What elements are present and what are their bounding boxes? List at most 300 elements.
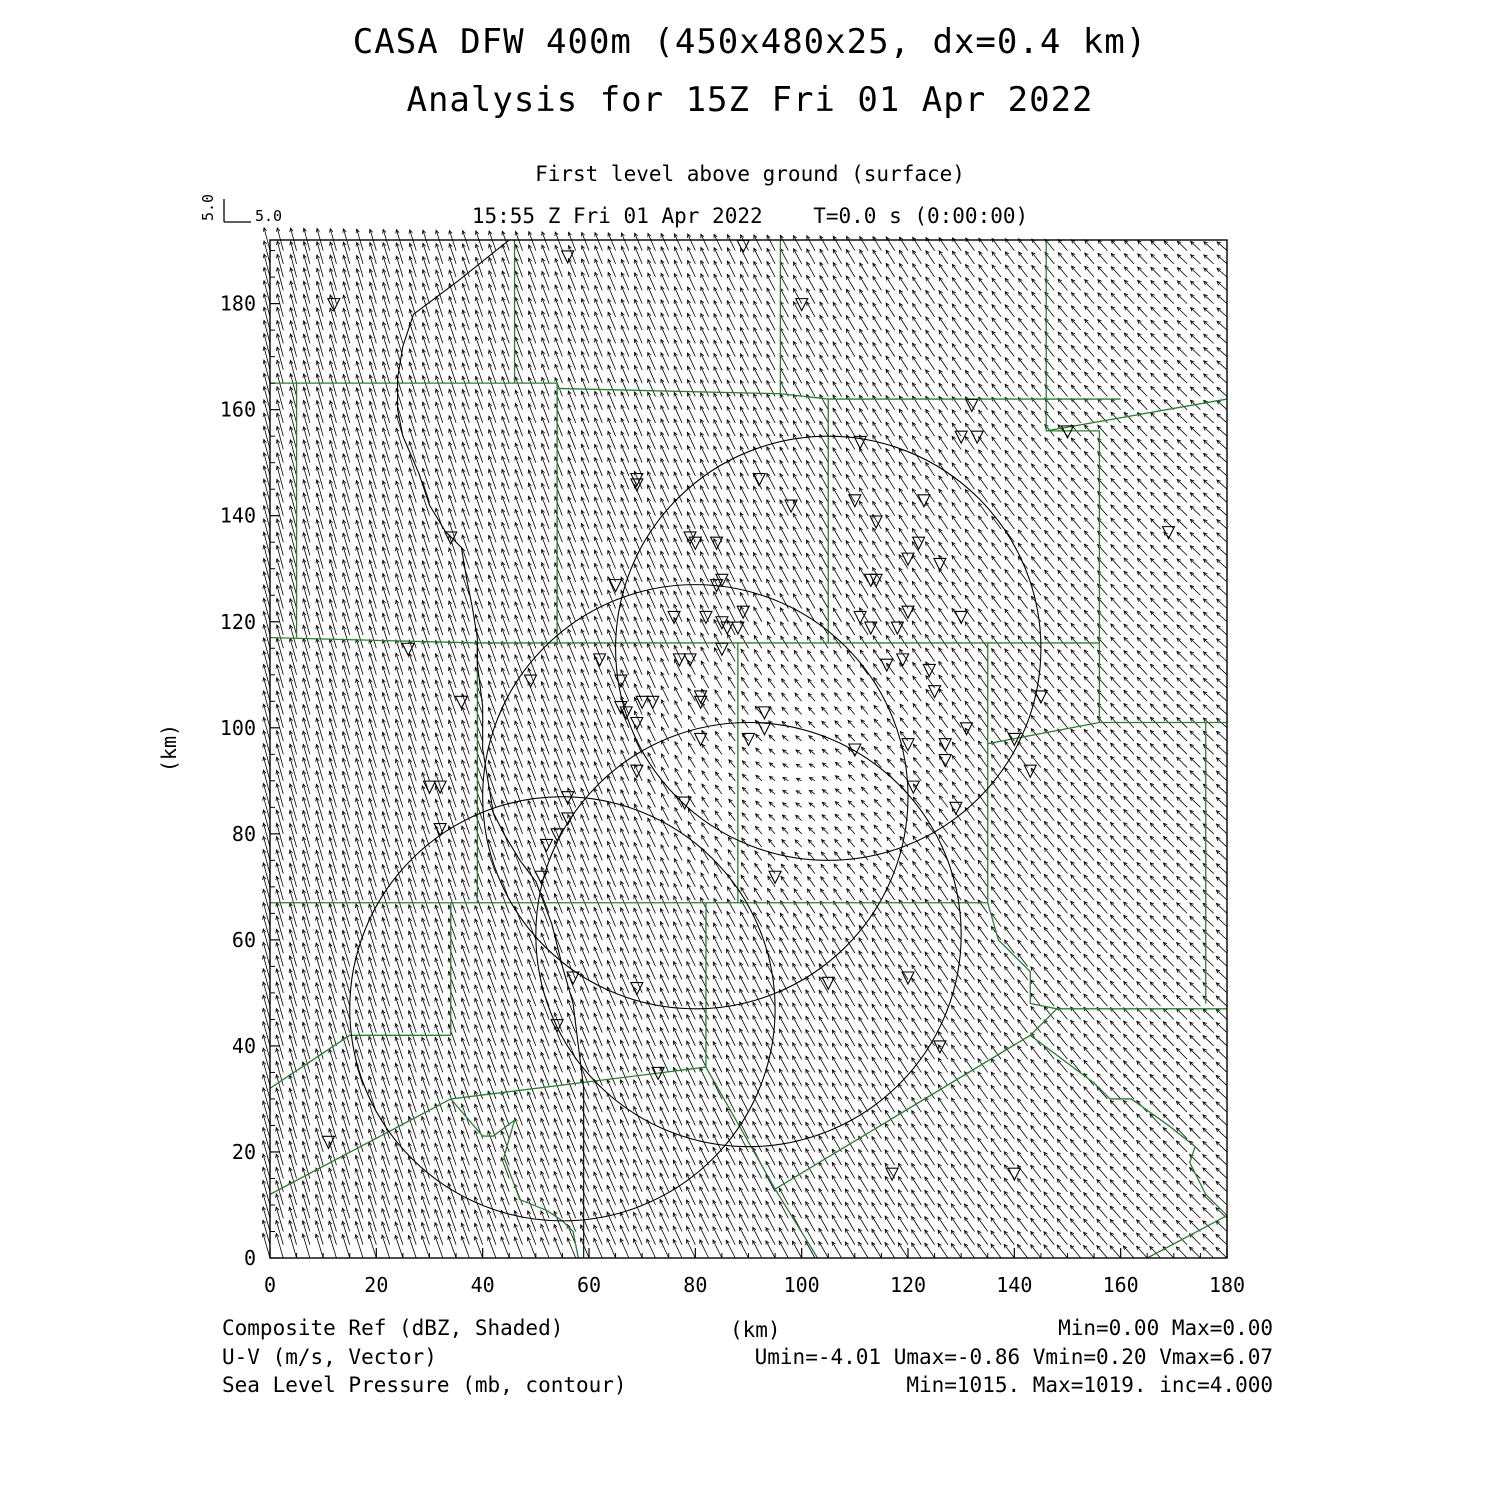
wind-vector — [475, 760, 482, 781]
wind-vector — [343, 480, 350, 502]
wind-vector — [276, 1088, 283, 1112]
wind-vector — [356, 586, 363, 608]
wind-vector — [462, 1157, 470, 1179]
wind-vector — [317, 414, 323, 436]
wind-vector — [396, 759, 403, 781]
wind-vector — [276, 1128, 283, 1152]
wind-vector — [356, 1221, 363, 1244]
wind-vector — [409, 547, 416, 568]
wind-vector — [462, 932, 470, 953]
wind-vector — [475, 866, 483, 887]
wind-vector — [303, 797, 310, 820]
vector-scale-y-label: 5.0 — [199, 193, 217, 221]
wind-vector — [635, 233, 642, 250]
wind-vector — [290, 532, 296, 555]
wind-vector — [317, 533, 323, 556]
wind-vector — [303, 956, 310, 980]
wind-vector — [462, 707, 469, 728]
wind-vector — [462, 998, 470, 1019]
wind-vector — [264, 281, 270, 304]
wind-vector — [370, 547, 377, 569]
wind-vector — [436, 760, 443, 781]
wind-vector — [409, 1090, 416, 1112]
wind-vector — [435, 971, 442, 993]
wind-vector — [661, 713, 668, 727]
wind-vector — [277, 559, 283, 582]
wind-vector — [330, 824, 337, 847]
wind-vector — [541, 1224, 549, 1245]
wind-vector — [343, 441, 350, 463]
wind-vector — [462, 1170, 470, 1192]
wind-vector — [291, 241, 297, 264]
wind-vector — [382, 1182, 389, 1205]
wind-vector — [661, 472, 669, 489]
wind-vector — [449, 866, 456, 887]
wind-vector — [263, 942, 270, 966]
wind-vector — [409, 468, 416, 489]
wind-vector — [303, 612, 310, 635]
wind-vector — [648, 805, 656, 820]
wind-vector — [264, 426, 270, 449]
wind-vector — [356, 930, 363, 953]
wind-vector — [370, 243, 376, 264]
wind-vector — [263, 1194, 270, 1219]
wind-vector — [343, 1076, 350, 1099]
wind-vector — [661, 538, 669, 556]
wind-vector — [263, 1008, 270, 1032]
wind-vector — [370, 348, 377, 370]
wind-vector — [290, 810, 297, 834]
wind-vector — [277, 929, 284, 953]
wind-vector — [422, 918, 429, 940]
wind-vector — [449, 641, 456, 662]
wind-vector — [330, 626, 337, 649]
wind-vector — [409, 495, 416, 516]
wind-vector — [330, 414, 336, 436]
wind-vector — [356, 745, 363, 767]
wind-vector — [449, 971, 457, 992]
wind-vector — [263, 850, 270, 874]
wind-vector — [528, 1211, 536, 1232]
wind-vector — [435, 1223, 443, 1245]
wind-vector — [675, 755, 682, 767]
wind-vector — [329, 1234, 336, 1258]
wind-vector — [488, 1223, 496, 1244]
wind-vector — [475, 1210, 483, 1231]
wind-vector — [396, 1010, 403, 1032]
wind-vector — [382, 984, 389, 1006]
wind-vector — [423, 521, 430, 542]
wind-vector — [356, 1208, 363, 1231]
wind-vector — [303, 639, 310, 662]
wind-vector — [317, 348, 323, 370]
wind-vector — [317, 467, 323, 490]
wind-vector — [435, 932, 442, 954]
wind-vector — [383, 679, 390, 701]
wind-vector — [356, 705, 363, 727]
wind-vector — [395, 1209, 403, 1232]
wind-vector — [382, 918, 389, 940]
wind-vector — [263, 929, 270, 953]
wind-vector — [290, 982, 297, 1006]
wind-vector — [462, 1051, 470, 1072]
wind-vector — [382, 1010, 389, 1032]
wind-vector — [370, 587, 377, 609]
wind-vector — [382, 957, 389, 979]
wind-vector — [290, 1035, 297, 1059]
wind-vector — [396, 1050, 403, 1072]
wind-vector — [290, 1141, 297, 1165]
wind-vector — [329, 1221, 336, 1245]
wind-vector — [502, 933, 510, 954]
wind-vector — [435, 839, 442, 860]
wind-vector — [369, 1222, 376, 1245]
wind-vector — [277, 281, 283, 304]
wind-vector — [263, 757, 270, 781]
wind-vector — [648, 405, 656, 423]
wind-vector — [449, 614, 456, 635]
wind-vector — [422, 720, 429, 741]
wind-vector — [304, 321, 310, 343]
wind-vector — [277, 678, 283, 701]
wind-vector — [436, 667, 443, 688]
wind-vector — [277, 903, 284, 927]
wind-vector — [488, 1012, 496, 1033]
wind-vector — [436, 640, 443, 661]
wind-vector — [330, 718, 337, 741]
wind-vector — [382, 865, 389, 887]
wind-vector — [277, 426, 283, 449]
wind-vector — [289, 1234, 296, 1258]
wind-vector — [316, 1062, 323, 1086]
wind-vector — [369, 825, 376, 847]
wind-vector — [356, 1102, 363, 1125]
wind-vector — [436, 588, 443, 609]
wind-vector — [303, 1194, 310, 1218]
wind-vector — [661, 525, 669, 543]
wind-vector — [277, 651, 283, 674]
wind-vector — [396, 243, 403, 264]
wind-vector — [475, 787, 482, 808]
wind-vector — [688, 860, 696, 874]
wind-vector — [462, 985, 470, 1006]
wind-vector — [317, 401, 323, 423]
wind-vector — [290, 850, 297, 874]
wind-vector — [316, 1208, 323, 1232]
wind-vector — [436, 561, 443, 582]
wind-vector — [343, 943, 350, 966]
wind-vector — [303, 1115, 310, 1139]
wind-vector — [648, 766, 655, 781]
wind-vector — [409, 680, 416, 702]
wind-vector — [396, 719, 403, 741]
wind-vector — [356, 1089, 363, 1112]
wind-vector — [264, 704, 270, 728]
wind-vector — [396, 825, 403, 847]
wind-vector — [317, 321, 323, 343]
wind-vector — [448, 1064, 456, 1086]
wind-vector — [290, 387, 296, 410]
wind-vector — [289, 1194, 296, 1218]
wind-vector — [409, 1063, 416, 1085]
wind-vector — [330, 268, 336, 290]
wind-vector — [330, 732, 337, 755]
wind-vector — [621, 737, 629, 755]
wind-vector — [422, 706, 429, 727]
wind-vector — [396, 984, 403, 1006]
wind-vector — [383, 388, 390, 409]
wind-vector — [383, 626, 390, 648]
wind-vector — [475, 945, 483, 966]
wind-vector — [290, 466, 296, 489]
wind-vector — [356, 970, 363, 993]
wind-vector — [409, 402, 416, 423]
wind-vector — [475, 1170, 483, 1191]
wind-vector — [369, 706, 376, 728]
wind-vector — [277, 625, 283, 648]
wind-vector — [488, 946, 496, 967]
wind-vector — [330, 533, 337, 555]
wind-vector — [396, 944, 403, 966]
wind-vector — [277, 744, 284, 768]
wind-vector — [422, 799, 429, 821]
wind-vector — [276, 1207, 283, 1231]
wind-vector — [409, 614, 416, 635]
wind-vector — [422, 759, 429, 780]
wind-vector — [329, 1089, 336, 1112]
wind-vector — [303, 1035, 310, 1059]
wind-vector — [303, 811, 310, 834]
wind-vector — [264, 532, 270, 555]
wind-vector — [304, 242, 310, 264]
wind-vector — [409, 521, 416, 542]
wind-vector — [448, 1077, 456, 1099]
wind-vector — [342, 1221, 349, 1244]
wind-vector — [409, 759, 416, 781]
wind-vector — [264, 691, 270, 715]
wind-vector — [501, 1197, 509, 1218]
wind-vector — [330, 692, 337, 715]
wind-vector — [396, 1037, 403, 1059]
wind-vector — [383, 719, 390, 741]
wind-vector — [409, 1196, 417, 1218]
wind-vector — [343, 904, 350, 927]
wind-vector — [276, 969, 283, 993]
wind-vector — [277, 440, 283, 463]
wind-vector — [448, 1223, 456, 1245]
wind-vector — [343, 864, 350, 887]
wind-vector — [263, 823, 270, 847]
wind-vector — [382, 1222, 390, 1245]
wind-vector — [329, 917, 336, 940]
wind-vector — [488, 959, 496, 980]
wind-vector — [317, 281, 323, 303]
wind-vector — [409, 1169, 417, 1191]
wind-vector — [277, 890, 284, 914]
wind-vector — [528, 1224, 536, 1245]
wind-vector — [661, 459, 669, 476]
wind-vector — [409, 852, 416, 874]
wind-vector — [303, 930, 310, 954]
wind-vector — [304, 466, 310, 489]
wind-vector — [648, 712, 656, 728]
wind-vector — [674, 846, 682, 860]
wind-vector — [264, 439, 270, 462]
wind-vector — [409, 1130, 417, 1152]
wind-vector — [383, 838, 390, 860]
wind-vector — [409, 772, 416, 794]
wind-vector — [263, 1141, 270, 1165]
wind-vector — [264, 664, 270, 688]
wind-vector — [383, 706, 390, 728]
wind-vector — [290, 996, 297, 1020]
wind-vector — [395, 1235, 403, 1258]
wind-vector — [263, 1180, 270, 1205]
wind-vector — [369, 851, 376, 873]
wind-vector — [382, 1103, 389, 1126]
wind-vector — [276, 995, 283, 1019]
wind-vector — [661, 445, 669, 462]
wind-vector — [435, 879, 442, 900]
wind-vector — [396, 521, 403, 542]
wind-vector — [449, 601, 456, 622]
wind-vector — [501, 1038, 509, 1059]
wind-vector — [462, 1236, 470, 1258]
wind-vector — [409, 905, 416, 927]
wind-vector — [396, 785, 403, 807]
wind-vector — [343, 930, 350, 953]
wind-vector — [290, 1128, 297, 1152]
wind-vector — [343, 851, 350, 874]
wind-vector — [329, 1076, 336, 1099]
wind-vector — [316, 1009, 323, 1032]
wind-vector — [449, 932, 456, 953]
wind-vector — [475, 932, 483, 953]
wind-vector — [316, 996, 323, 1019]
wind-vector — [475, 959, 483, 980]
wind-vector — [330, 573, 337, 596]
wind-vector — [436, 680, 443, 701]
wind-vector — [396, 666, 403, 688]
wind-vector — [317, 586, 324, 609]
wind-vector — [383, 851, 390, 873]
wind-vector — [276, 1101, 283, 1125]
wind-vector — [435, 1037, 443, 1059]
wind-vector — [356, 507, 363, 529]
wind-vector — [422, 1143, 430, 1165]
wind-vector — [290, 1154, 297, 1178]
wind-vector — [396, 296, 403, 317]
wind-vector — [290, 1115, 297, 1139]
wind-vector — [423, 508, 430, 529]
wind-vector — [449, 998, 457, 1019]
wind-vector — [370, 388, 377, 410]
wind-vector — [264, 545, 270, 568]
wind-vector — [488, 1171, 496, 1192]
wind-vector — [396, 587, 403, 609]
wind-vector — [276, 1022, 283, 1046]
wind-vector — [316, 1075, 323, 1099]
wind-vector — [396, 799, 403, 821]
wind-vector — [277, 572, 283, 595]
wind-vector — [396, 732, 403, 754]
wind-vector — [502, 972, 510, 993]
wind-vector — [303, 784, 310, 807]
wind-vector — [383, 362, 390, 383]
wind-vector — [343, 361, 349, 383]
wind-vector — [303, 1022, 310, 1046]
wind-vector — [462, 1078, 470, 1099]
wind-vector — [276, 982, 283, 1006]
wind-vector — [330, 560, 337, 582]
wind-vector — [330, 811, 337, 834]
wind-vector — [488, 999, 496, 1020]
wind-vector — [317, 559, 324, 582]
wind-vector — [661, 672, 669, 688]
wind-vector — [515, 1131, 523, 1152]
wind-vector — [277, 334, 283, 357]
wind-vector — [422, 1196, 430, 1218]
wind-vector — [435, 918, 442, 940]
wind-vector — [330, 427, 336, 449]
wind-vector — [357, 375, 363, 397]
wind-vector — [330, 705, 337, 728]
wind-vector — [448, 1236, 456, 1258]
wind-vector — [290, 294, 296, 317]
wind-vector — [488, 1184, 496, 1205]
wind-vector — [263, 1128, 270, 1152]
wind-vector — [410, 362, 417, 383]
wind-vector — [383, 322, 390, 343]
wind-vector — [436, 746, 443, 767]
wind-vector — [410, 349, 417, 370]
wind-vector — [356, 983, 363, 1006]
wind-vector — [303, 969, 310, 993]
wind-vector — [356, 957, 363, 980]
wind-vector — [343, 295, 349, 317]
wind-vector — [422, 1183, 430, 1205]
wind-vector — [488, 1157, 496, 1178]
wind-vector — [276, 1220, 283, 1244]
wind-vector — [409, 1050, 416, 1072]
wind-vector — [449, 667, 456, 688]
wind-vector — [369, 1050, 376, 1073]
wind-vector — [277, 321, 283, 344]
wind-vector — [264, 479, 270, 502]
wind-vector — [264, 307, 270, 330]
wind-vector — [475, 972, 483, 993]
wind-vector — [422, 931, 429, 953]
wind-vector — [357, 401, 364, 423]
wind-vector — [383, 296, 390, 317]
wind-vector — [303, 533, 309, 556]
wind-vector — [370, 282, 376, 303]
wind-vector — [422, 905, 429, 927]
wind-vector — [409, 693, 416, 715]
wind-vector — [501, 1078, 509, 1099]
wind-vector — [422, 733, 429, 754]
wind-vector — [675, 820, 682, 833]
wind-vector — [383, 507, 390, 529]
wind-vector — [423, 442, 430, 463]
wind-vector — [343, 546, 350, 568]
wind-vector — [264, 611, 270, 635]
wind-vector — [316, 1234, 323, 1258]
wind-vector — [370, 573, 377, 595]
wind-vector — [382, 904, 389, 926]
wind-vector — [422, 1011, 429, 1033]
wind-vector — [330, 520, 337, 542]
